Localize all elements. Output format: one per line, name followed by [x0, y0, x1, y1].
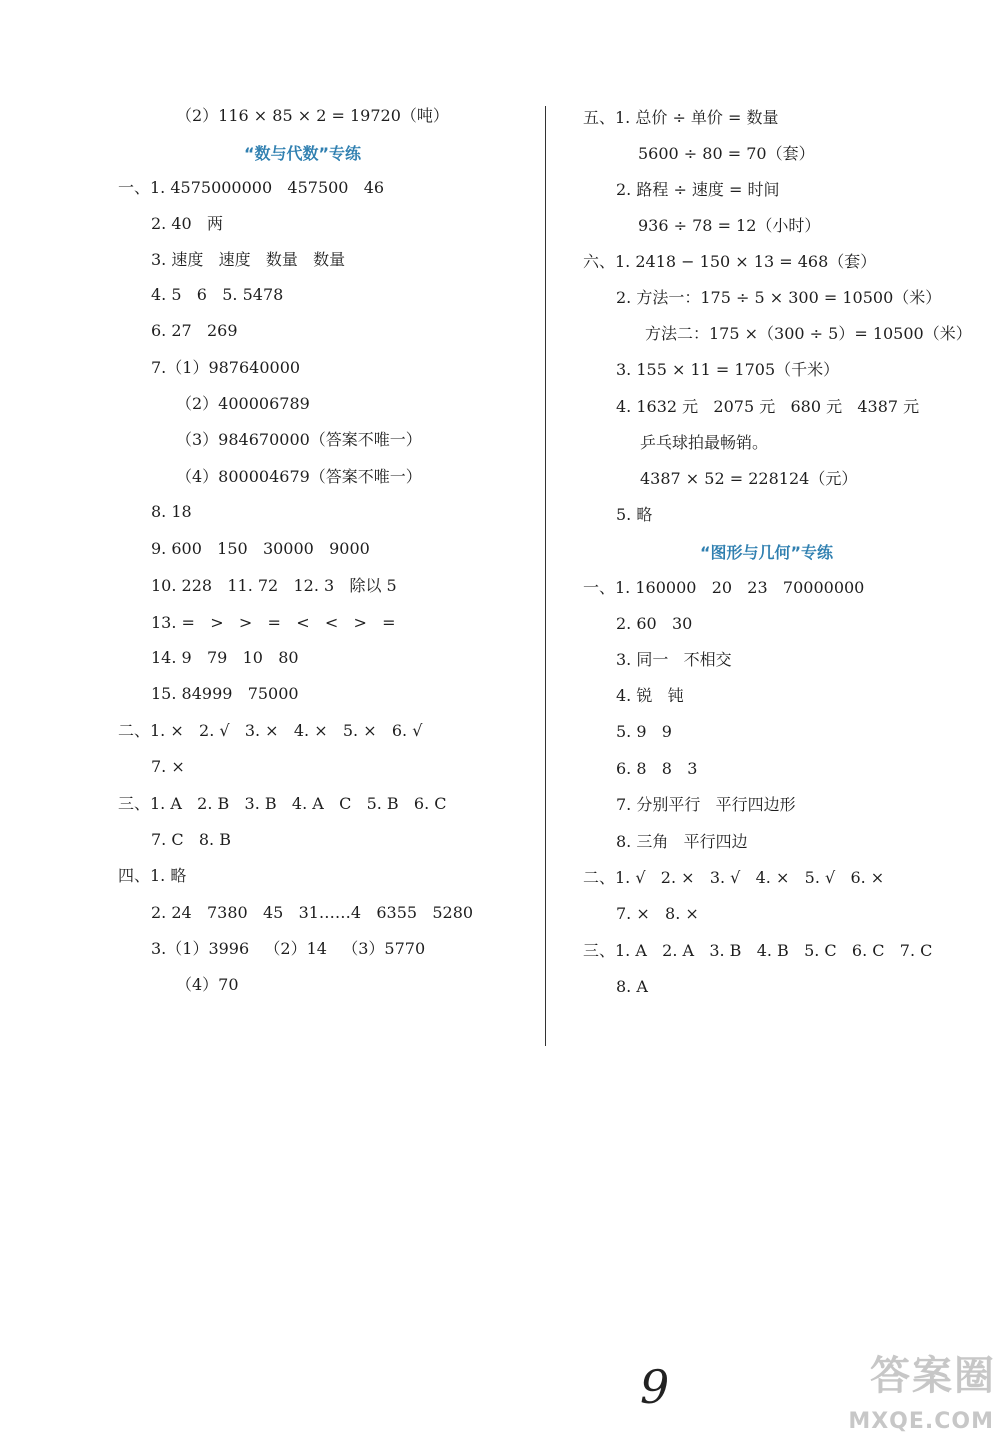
answer-line: 三、1. A 2. A 3. B 4. B 5. C 6. C 7. C — [583, 941, 933, 960]
answer-line: 5. 略 — [616, 505, 653, 524]
section-heading-geometry: “图形与几何”专练 — [700, 543, 834, 562]
answer-line: 四、1. 略 — [118, 866, 187, 885]
answer-line: 4. 5 6 5. 5478 — [151, 285, 284, 304]
answer-line: 4. 锐 钝 — [616, 686, 684, 705]
answer-line: 15. 84999 75000 — [151, 684, 299, 703]
watermark-bottom-text: MXQE.COM — [848, 1409, 994, 1434]
answer-line: 二、1. √ 2. × 3. √ 4. × 5. √ 6. × — [583, 868, 885, 887]
answer-line: 7.（1）987640000 — [151, 358, 301, 377]
answer-line: 方法二：175 ×（300 ÷ 5）= 10500（米） — [645, 324, 972, 343]
answer-line: 2. 60 30 — [616, 614, 693, 633]
answer-line: 4387 × 52 = 228124（元） — [640, 469, 858, 488]
answer-line: 7. × — [151, 757, 185, 776]
answer-line: 936 ÷ 78 = 12（小时） — [638, 216, 821, 235]
watermark-top-text: 答案圈 — [870, 1353, 996, 1399]
answer-line: 3. 155 × 11 = 1705（千米） — [616, 360, 840, 379]
answer-line: 5600 ÷ 80 = 70（套） — [638, 144, 815, 163]
answer-line: 13. = > > = < < > = — [151, 613, 396, 632]
answer-line: 14. 9 79 10 80 — [151, 648, 299, 667]
answer-line: （2）400006789 — [176, 394, 310, 413]
answer-line: 三、1. A 2. B 3. B 4. A C 5. B 6. C — [118, 794, 447, 813]
column-divider — [545, 106, 546, 1046]
answer-line: 5. 9 9 — [616, 722, 672, 741]
answer-line: 6. 27 269 — [151, 321, 238, 340]
answer-line: 3.（1）3996 （2）14 （3）5770 — [151, 939, 426, 958]
answer-line: 2. 40 两 — [151, 214, 223, 233]
page-number: 9 — [640, 1360, 670, 1414]
answer-line: 2. 24 7380 45 31……4 6355 5280 — [151, 903, 474, 922]
answer-line: 8. A — [616, 977, 648, 996]
answer-line: 五、1. 总价 ÷ 单价 = 数量 — [583, 108, 779, 127]
answer-line: 8. 18 — [151, 502, 192, 521]
watermark-logo — [836, 1344, 996, 1434]
intro-line: （2）116 × 85 × 2 = 19720（吨） — [176, 106, 449, 125]
answer-line: 二、1. × 2. √ 3. × 4. × 5. × 6. √ — [118, 721, 423, 740]
answer-line: （4）70 — [176, 975, 239, 994]
answer-line: 3. 同一 不相交 — [616, 650, 732, 669]
answer-line: 乒乓球拍最畅销。 — [640, 433, 769, 452]
answer-line: （3）984670000（答案不唯一） — [176, 430, 422, 449]
answer-line: 10. 228 11. 72 12. 3 除以 5 — [151, 576, 397, 595]
answer-line: 9. 600 150 30000 9000 — [151, 539, 370, 558]
answer-line: 7. 分别平行 平行四边形 — [616, 795, 796, 814]
answer-line: 8. 三角 平行四边 — [616, 832, 748, 851]
answer-line: （4）800004679（答案不唯一） — [176, 467, 422, 486]
answer-line: 7. × 8. × — [616, 904, 699, 923]
answer-line: 2. 方法一：175 ÷ 5 × 300 = 10500（米） — [616, 288, 942, 307]
answer-line: 2. 路程 ÷ 速度 = 时间 — [616, 180, 780, 199]
answer-line: 6. 8 8 3 — [616, 759, 698, 778]
section-heading-number-algebra: “数与代数”专练 — [244, 144, 362, 163]
answer-line: 3. 速度 速度 数量 数量 — [151, 250, 346, 269]
answer-line: 一、1. 4575000000 457500 46 — [118, 178, 385, 197]
answer-line: 7. C 8. B — [151, 830, 231, 849]
answer-line: 一、1. 160000 20 23 70000000 — [583, 578, 865, 597]
answer-line: 六、1. 2418 − 150 × 13 = 468（套） — [583, 252, 877, 271]
answer-line: 4. 1632 元 2075 元 680 元 4387 元 — [616, 397, 920, 416]
